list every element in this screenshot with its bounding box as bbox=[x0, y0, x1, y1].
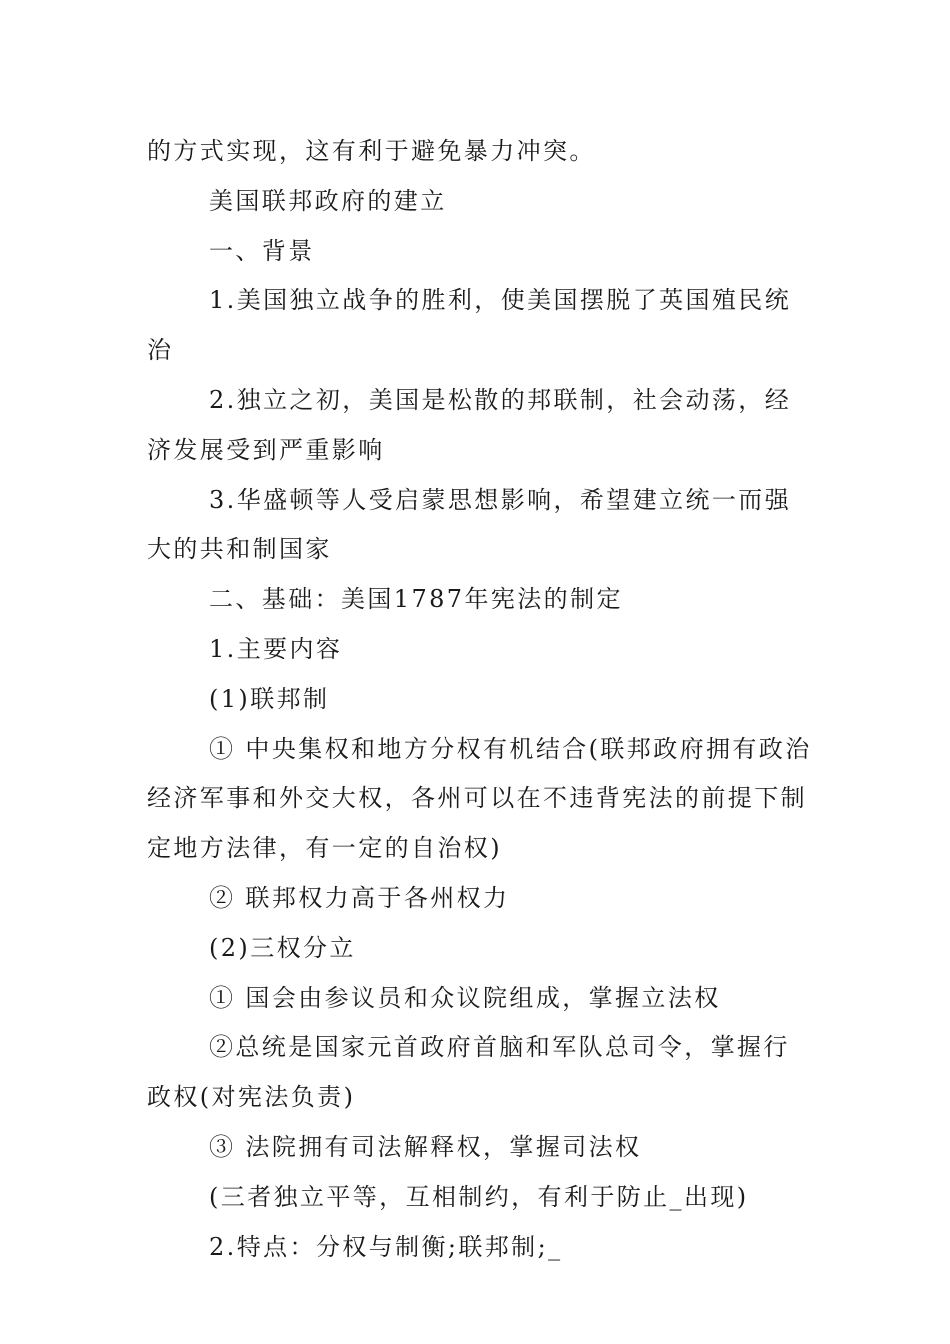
section-title: 美国联邦政府的建立 bbox=[209, 186, 447, 215]
paragraph-powers-3: ③ 法院拥有司法解释权，掌握司法权 bbox=[209, 1132, 642, 1161]
document-body bbox=[147, 127, 812, 1272]
paragraph-features: 2.特点：分权与制衡;联邦制;_ bbox=[209, 1232, 563, 1261]
subheading-separation-of-powers: (2)三权分立 bbox=[209, 933, 356, 962]
paragraph-federalism-2: ② 联邦权力高于各州权力 bbox=[209, 883, 510, 912]
subheading-federalism: (1)联邦制 bbox=[209, 684, 330, 713]
paragraph-background-1: 1.美国独立战争的胜利，使美国摆脱了英国殖民统治 bbox=[147, 286, 792, 365]
paragraph-powers-2: ②总统是国家元首政府首脑和军队总司令，掌握行政权(对宪法负责) bbox=[147, 1033, 790, 1112]
heading-foundation: 二、基础：美国1787年宪法的制定 bbox=[209, 585, 623, 614]
paragraph-powers-note: (三者独立平等，互相制约，有利于防止_出现) bbox=[209, 1182, 749, 1211]
paragraph-1: 的方式实现，这有利于避免暴力冲突。 bbox=[147, 137, 596, 165]
heading-background: 一、背景 bbox=[209, 236, 315, 265]
paragraph-background-3: 3.华盛顿等人受启蒙思想影响，希望建立统一而强大的共和制国家 bbox=[147, 485, 792, 564]
subheading-main-content: 1.主要内容 bbox=[209, 634, 343, 663]
paragraph-federalism-1: ① 中央集权和地方分权有机结合(联邦政府拥有政治经济军事和外交大权，各州可以在不违背宪法的前提下制定地方法律，有一定的自治权) bbox=[147, 734, 812, 863]
paragraph-background-2: 2.独立之初，美国是松散的邦联制，社会动荡，经济发展受到严重影响 bbox=[147, 385, 792, 464]
paragraph-powers-1: ① 国会由参议员和众议院组成，掌握立法权 bbox=[209, 983, 721, 1012]
